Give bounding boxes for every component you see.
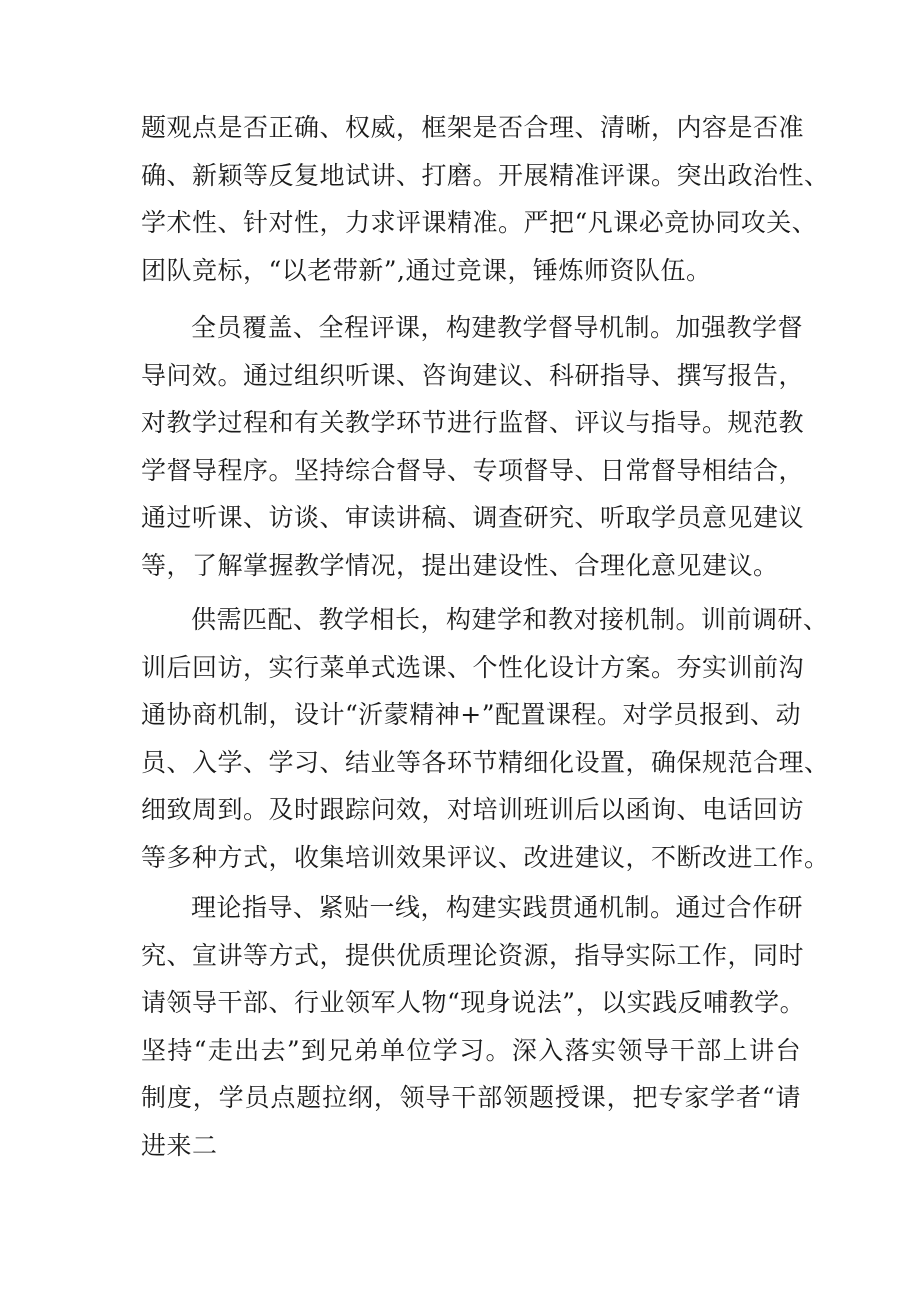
text-line: 供需匹配、教学相长，构建学和教对接机制。训前调研、 — [191, 605, 829, 634]
text-line: 请领导干部、行业领军人物“现身说法”，以实践反哺教学。 — [141, 988, 806, 1018]
paragraph-4 — [141, 884, 806, 1170]
text-line: 学督导程序。坚持综合督导、专项督导、日常督导相结合， — [141, 455, 805, 485]
text-line: 确、新颖等反复地试讲、打磨。开展精准评课。突出政治性、 — [141, 160, 830, 190]
text-line: 进来二 — [141, 1130, 218, 1160]
paragraph-3 — [141, 596, 830, 882]
text-line: 理论指导、紧贴一线，构建实践贯通机制。通过合作研 — [191, 893, 804, 922]
text-line: 导问效。通过组织听课、咨询建议、科研指导、撰写报告， — [141, 360, 805, 390]
text-line: 坚持“走出去”到兄弟单位学习。深入落实领导干部上讲台 — [141, 1035, 801, 1065]
text-line: 制度，学员点题拉纲，领导干部领题授课，把专家学者“请 — [141, 1083, 801, 1113]
text-line: 全员覆盖、全程评课，构建教学督导机制。加强教学督 — [191, 313, 804, 342]
text-line: 学术性、针对性，力求评课精准。严把“凡课必竞协同攻关、 — [141, 208, 818, 238]
text-line: 训后回访，实行菜单式选课、个性化设计方案。夯实训前沟 — [141, 652, 805, 682]
text-line: 员、入学、学习、结业等各环节精细化设置，确保规范合理、 — [141, 747, 830, 777]
text-line: 等，了解掌握教学情况，提出建设性、合理化意见建议。 — [141, 550, 779, 580]
paragraph-2 — [141, 304, 805, 590]
text-line: 通协商机制，设计“沂蒙精神+”配置课程。对学员报到、动 — [141, 700, 802, 730]
text-line: 等多种方式，收集培训效果评议、改进建议，不断改进工作。 — [141, 842, 830, 872]
text-line: 题观点是否正确、权威，框架是否合理、清晰，内容是否准 — [141, 113, 805, 142]
paragraph-1 — [141, 104, 830, 294]
text-line: 团队竞标，“以老带新”,通过竞课，锤炼师资队伍。 — [141, 255, 712, 285]
text-line: 对教学过程和有关教学环节进行监督、评议与指导。规范教 — [141, 408, 805, 438]
text-line: 究、宣讲等方式，提供优质理论资源，指导实际工作，同时 — [141, 940, 805, 970]
text-line: 细致周到。及时跟踪问效，对培训班训后以函询、电话回访 — [141, 795, 805, 825]
text-line: 通过听课、访谈、审读讲稿、调查研究、听取学员意见建议 — [141, 503, 805, 533]
